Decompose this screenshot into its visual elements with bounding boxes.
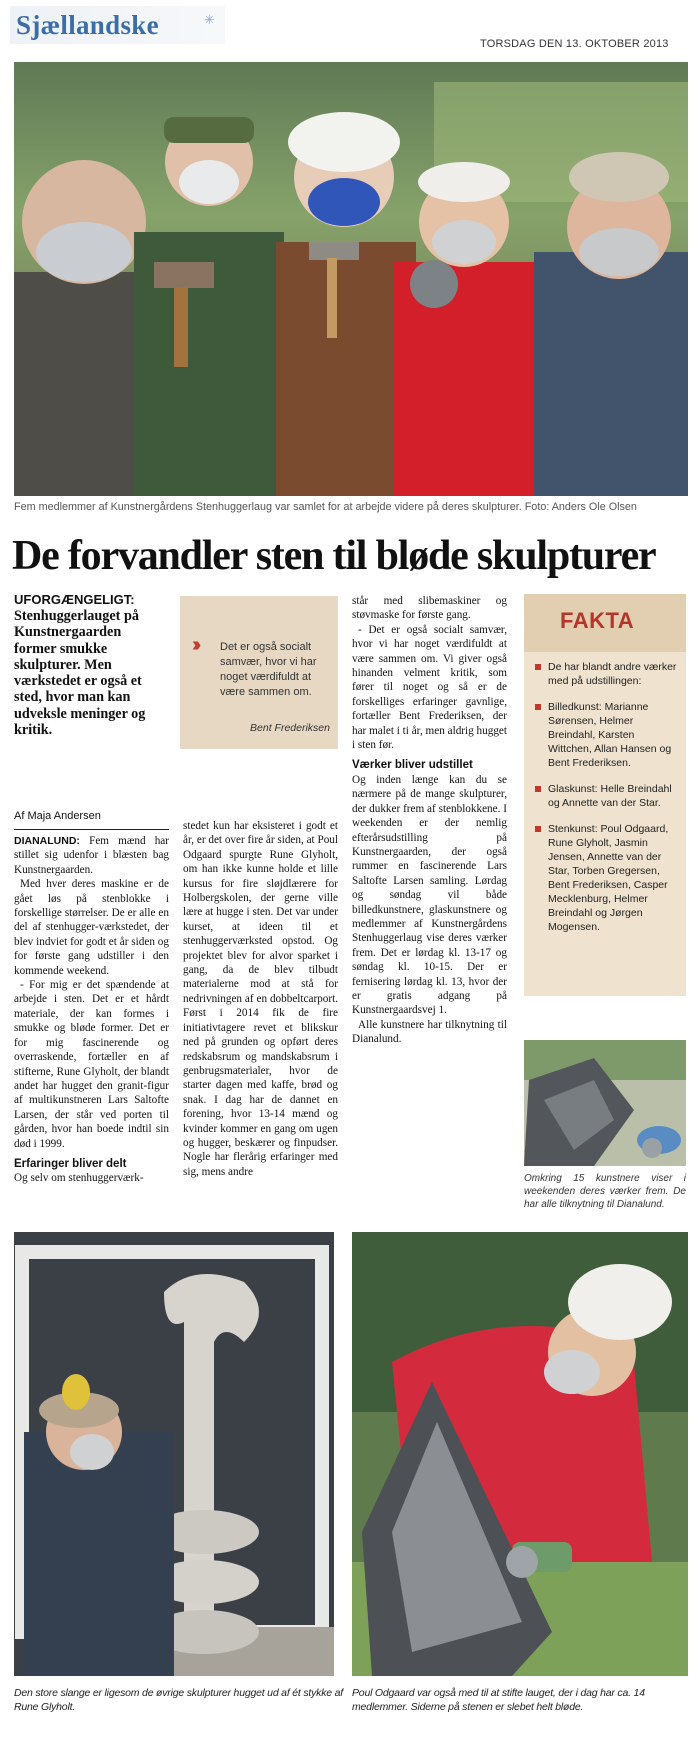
lead xyxy=(14,592,162,738)
bottom-left-photo xyxy=(14,1232,334,1676)
article-column-3 xyxy=(352,594,507,1047)
quote-mark-icon: ›› xyxy=(192,634,198,656)
fakta-title: FAKTA xyxy=(560,608,635,633)
paragraph: Med hver deres maskine er de gået løs på stenblokke i forskellige størrelser. De er alle en del af stenhugger-værkstedet, der blev indviet for godt et år siden og for første gang udstiller i den kommende weekend. xyxy=(14,878,169,977)
paragraph: Alle kunstnere har tilknytning til Dianalund. xyxy=(352,1018,507,1046)
star-icon: ✳ xyxy=(204,12,215,27)
fakta-item: Billedkunst: Marianne Sørensen, Helmer Breindahl, Karsten Wittchen, Allan Hansen og Bent Frederiksen. xyxy=(534,700,680,770)
headline: De forvandler sten til bløde skulpturer xyxy=(12,533,656,579)
bottom-left-caption: Den store slange er ligesom de øvrige skulpturer hugget ud af ét stykke af Rune Glyholt. xyxy=(14,1687,343,1713)
lead-kicker: UFORGÆNGELIGT: xyxy=(14,592,135,607)
paragraph: stedet kun har eksisteret i godt et år, er det over fire år siden, at Poul Odgaard spurgte Rune Glyholt, om han ikke kunne holde et lille kursus for fire sløjdlærere for Holbergskolen, der gerne ville lære at hugge i sten. Det var under kurset, at ideen til et stenhuggerværksted opstod. Og projektet blev for alvor sparket i gang, da de blev tilbudt materialerne mod at stå for nedrivningen af en dobbeltcarport. Først i 2014 fik de fire initiativtagere revet et blikskur ned på grunden og opført deres redskabsrum og mandskabsrum i genbrugsmaterialer, hvor de starter dagen med kaffe, brød og snak. I dag har de dannet en forening, hvor 13-14 mænd og kvinder kommer en gang om ugen og hugger, beskærer og finpudser. Nogle har flerårig erfaringer med sig, mens andre xyxy=(183,820,338,1178)
snake-sculpture-image xyxy=(14,1232,334,1676)
subheading: Værker bliver udstillet xyxy=(352,759,473,772)
paragraph: - For mig er det spændende at arbejde i sten. Det er et hårdt materiale, der kan formes i smukke og bløde former. Det er for mig fascinerende og overraskende, fortæller en af stifterne, Rune Glyholt, der blandt andet har hugget den granit-figur af multikunstneren Lars Saltofte Larsen, der står ved porten til gården, hvor han boede indtil sin død i 1999. xyxy=(14,979,169,1150)
article-column-2 xyxy=(183,819,338,1179)
paragraph: Og selv om stenhuggerværk- xyxy=(14,1172,144,1185)
sculpture-with-grinder-image xyxy=(524,1040,686,1166)
small-photo-caption: Omkring 15 kunstnere viser i weekenden deres værker frem. De har alle tilknytning til Dianalund. xyxy=(524,1173,686,1210)
lead-text: Stenhuggerlauget på Kunstnergaarden former smukke skulpturer. Men værkstedet er også et sted, hvor man kan udveksle meninger og kritik. xyxy=(14,608,146,739)
paragraph: Fem mænd har stillet sig udenfor i blæsten bag Kunstnergaarden. xyxy=(14,835,169,876)
group-of-stonecutters-image xyxy=(14,62,688,496)
bottom-right-caption: Poul Odgaard var også med til at stifte lauget, der i dag har ca. 14 medlemmer. Siderne på stenen er slebet helt bløde. xyxy=(352,1687,645,1713)
logo: Sjællandske xyxy=(16,10,159,40)
small-photo xyxy=(524,1040,686,1166)
byline: Af Maja Andersen xyxy=(14,810,101,822)
fakta-item: Stenkunst: Poul Odgaard, Rune Glyholt, Jasmin Jensen, Annette van der Star, Torben Gregersen, Bent Frederiksen, Casper Mecklenburg, Helmer Breindahl og Jørgen Mogensen. xyxy=(534,822,680,934)
top-photo xyxy=(14,62,688,496)
issue-date: TORSDAG DEN 13. OKTOBER 2013 xyxy=(480,38,669,50)
quote-box xyxy=(180,596,338,749)
byline-rule xyxy=(14,829,169,830)
quote-text: Det er også socialt samvær, hvor vi har noget værdifuldt at være sammen om. xyxy=(220,641,317,698)
fakta-box xyxy=(524,594,686,996)
paragraph: står med slibemaskiner og støvmaske for første gang. xyxy=(352,595,507,622)
top-photo-caption: Fem medlemmer af Kunstnergårdens Stenhuggerlaug var samlet for at arbejde videre på deres skulpturer. Foto: Anders Ole Olsen xyxy=(14,501,637,513)
masthead xyxy=(10,6,225,44)
paragraph: - Det er også socialt samvær, hvor vi har noget værdifuldt at være sammen om. Vi giver også hinanden velment kritik, som fører til noget og så er de forskelliges erfaringer gavnlige, fortæller Bent Frederiksen, der har malet i ti år, men aldrig hugget i sten før. xyxy=(352,623,507,752)
quote-author: Bent Frederiksen xyxy=(250,722,330,734)
article-column-1 xyxy=(14,834,169,1186)
paragraph: Og inden længe kan du se nærmere på de mange skulpturer, der dukker frem af stenblokkene. I weekenden er der nemlig efterårsudstilling på Kunstnergaarden, der også rummer en fascinerende Lars Saltofte Larsen samling. Lørdag og søndag vil både billedkunstnere, glaskunstnere og medlemmer af Kunstnergårdens Stenhuggerlaug vise deres værker frem. Det er lørdag kl. 13-17 og søndag kl. 10-15. Der er fernisering lørdag kl. 13, hvor der er gratis adgang på Kunstnergaardsvej 1. xyxy=(352,773,507,1017)
fakta-item: De har blandt andre værker med på udstillingen: xyxy=(534,660,680,688)
subheading: Erfaringer bliver delt xyxy=(14,1157,127,1170)
fakta-item: Glaskunst: Helle Breindahl og Annette van der Star. xyxy=(534,782,680,810)
bottom-right-photo xyxy=(352,1232,688,1676)
fakta-header xyxy=(524,594,686,652)
dateline: DIANALUND: xyxy=(14,835,80,847)
man-grinding-stone-image xyxy=(352,1232,688,1676)
fakta-list xyxy=(534,660,680,946)
